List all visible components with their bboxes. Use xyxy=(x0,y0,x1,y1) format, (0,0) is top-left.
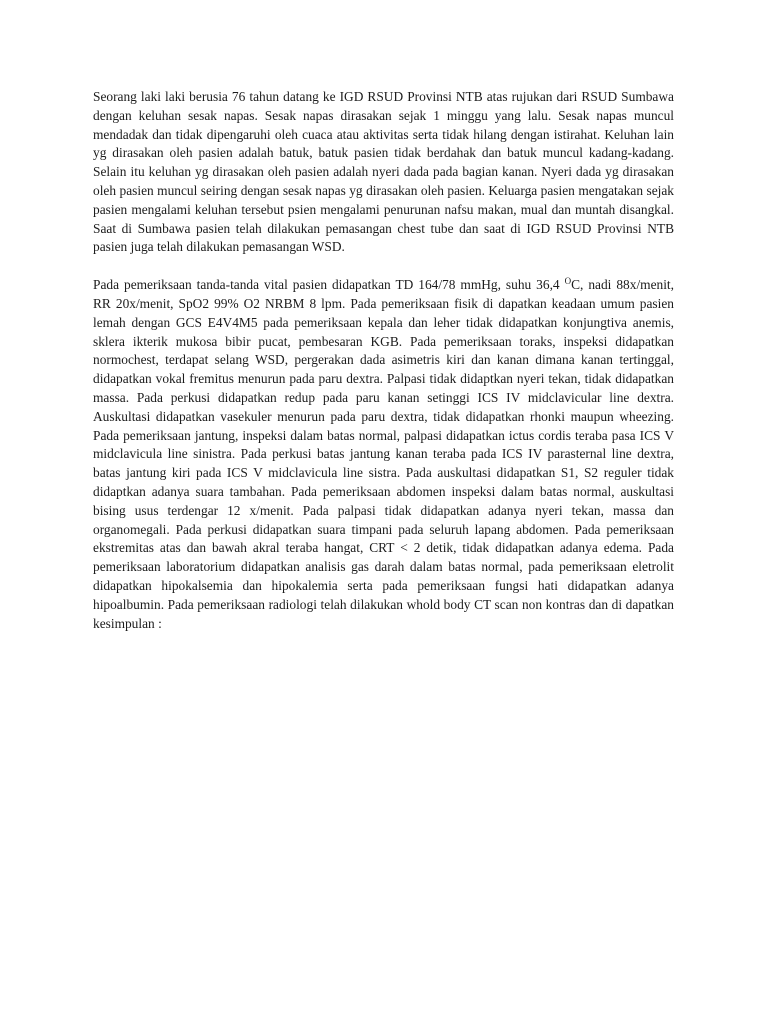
degree-superscript: O xyxy=(564,276,572,287)
document-body xyxy=(93,88,674,652)
paragraph-examination xyxy=(93,276,674,633)
paragraph-examination-text-rest: C, nadi 88x/menit, RR 20x/menit, SpO2 99% O2 NRBM 8 lpm. Pada pemeriksaan fisik di dapatkan keadaan umum pasien lemah dengan GCS E4V4M5 pada pemeriksaan kepala dan leher tidak didapatkan konjungtiva anemis, sklera ikterik mukosa bibir pucat, pembesaran KGB. Pada pemeriksaan toraks, inspeksi didapatkan normochest, terdapat selang WSD, pergerakan dada asimetris kiri dan kanan dimana kanan tertinggal, didapatkan vokal fremitus menurun pada paru dextra. Palpasi tidak didaptkan nyeri tekan, tidak didapatkan massa. Pada perkusi didapatkan redup pada paru kanan setinggi ICS IV midclavicular line dextra. Auskultasi didapatkan vasekuler menurun pada paru dextra, tidak didapatkan rhonki maupun wheezing. Pada pemeriksaan jantung, inspeksi dalam batas normal, palpasi didapatkan ictus cordis teraba pasa ICS V midclavicula line sinistra. Pada perkusi batas jantung kanan teraba pada ICS IV parasternal line dextra, batas jantung kiri pada ICS V midclavicula line sistra. Pada auskultasi didapatkan S1, S2 reguler tidak didaptkan adanya suara tambahan. Pada pemeriksaan abdomen inspeksi dalam batas normal, auskultasi bising usus terdengar 12 x/menit. Pada palpasi tidak didapatkan adanya nyeri tekan, massa dan organomegali. Pada perkusi didapatkan suara timpani pada seluruh lapang abdomen. Pada pemeriksaan ekstremitas atas dan bawah akral teraba hangat, CRT < 2 detik, tidak didapatkan adanya edema. Pada pemeriksaan laboratorium didapatkan analisis gas darah dalam batas normal, pada pemeriksaan eletrolit didapatkan hipokalsemia dan hipokalemia serta pada pemeriksaan fungsi hati didapatkan adanya hipoalbumin. Pada pemeriksaan radiologi telah dilakukan whold body CT scan non kontras dan di dapatkan kesimpulan : xyxy=(93,277,675,631)
paragraph-case-history: Seorang laki laki berusia 76 tahun datang ke IGD RSUD Provinsi NTB atas rujukan dari RSUD Sumbawa dengan keluhan sesak napas. Sesak napas dirasakan sejak 1 minggu yang lalu. Sesak napas muncul mendadak dan tidak dipengaruhi oleh cuaca atau aktivitas serta tidak hilang dengan istirahat. Keluhan lain yg dirasakan oleh pasien adalah batuk, batuk pasien tidak berdahak dan batuk muncul kadang-kadang. Selain itu keluhan yg dirasakan oleh pasien adalah nyeri dada pada bagian kanan. Nyeri dada yg dirasakan oleh pasien muncul seiring dengan sesak napas yg dirasakan oleh pasien. Keluarga pasien mengatakan sejak pasien mengalami keluhan tersebut psien mengalami penurunan nafsu makan, mual dan muntah disangkal. Saat di Sumbawa pasien telah dilakukan pemasangan chest tube dan saat di IGD RSUD Provinsi NTB pasien juga telah dilakukan pemasangan WSD. xyxy=(93,89,674,255)
paragraph-examination-text-start: Pada pemeriksaan tanda-tanda vital pasien didapatkan TD 164/78 mmHg, suhu 36,4 xyxy=(93,277,565,293)
